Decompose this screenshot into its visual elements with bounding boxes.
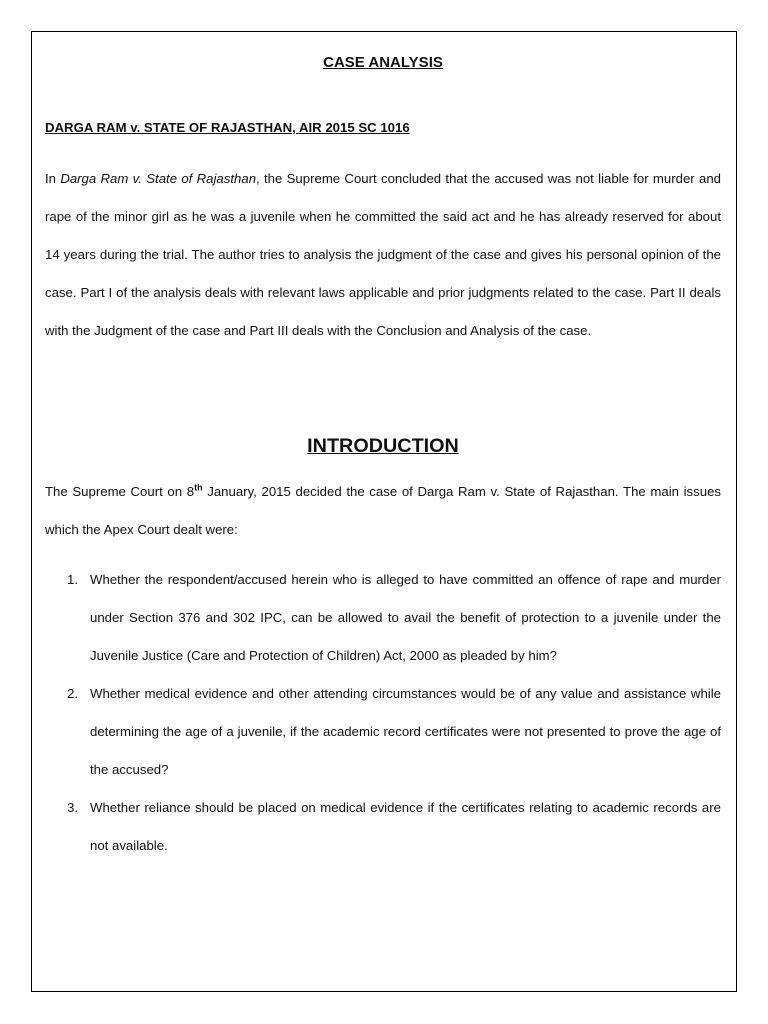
issue-item-1 <box>45 561 721 675</box>
intro-paragraph <box>45 160 721 350</box>
date-ordinal-suffix: th <box>194 482 203 493</box>
issue-number: 3. <box>67 800 78 815</box>
intro-prefix: In <box>45 171 61 186</box>
issue-number: 2. <box>67 686 78 701</box>
document-body <box>45 50 721 853</box>
issue-text: Whether reliance should be placed on medical evidence if the certificates relating to academic records are not available. <box>90 800 721 853</box>
intro-date-after: January, 2015 decided the case of Darga Ram v. State of Rajasthan. The main issues which the Apex Court dealt were: <box>45 484 721 537</box>
intro-body: , the Supreme Court concluded that the accused was not liable for murder and rape of the minor girl as he was a juvenile when he committed the said act and he has already reserved for about 14 years during the trial. The author tries to analysis the judgment of the case and gives his personal opinion of the case. Part I of the analysis deals with relevant laws applicable and prior judgments related to the case. Part II deals with the Judgment of the case and Part III deals with the Conclusion and Analysis of the case. <box>45 171 721 338</box>
section-heading-introduction: INTRODUCTION <box>307 435 459 457</box>
issue-text: Whether the respondent/accused herein who is alleged to have committed an offence of rape and murder under Section 376 and 302 IPC, can be allowed to avail the benefit of protection to a juvenile under the Juvenile Justice (Care and Protection of Children) Act, 2000 as pleaded by him? <box>90 572 721 663</box>
case-citation-heading: DARGA RAM v. STATE OF RAJASTHAN, AIR 2015 SC 1016 <box>45 120 410 135</box>
issue-item-2 <box>45 675 721 789</box>
intro-case-name: Darga Ram v. State of Rajasthan <box>60 171 257 186</box>
issue-item-3 <box>45 789 721 865</box>
issue-text: Whether medical evidence and other attending circumstances would be of any value and assistance while determining the age of a juvenile, if the academic record certificates were not presented to prove the age of the accused? <box>90 686 721 777</box>
document-title: CASE ANALYSIS <box>323 54 443 71</box>
issue-number: 1. <box>67 572 78 587</box>
issues-list <box>45 561 721 865</box>
introduction-paragraph <box>45 473 721 549</box>
intro-date-before: The Supreme Court on 8 <box>45 484 195 499</box>
